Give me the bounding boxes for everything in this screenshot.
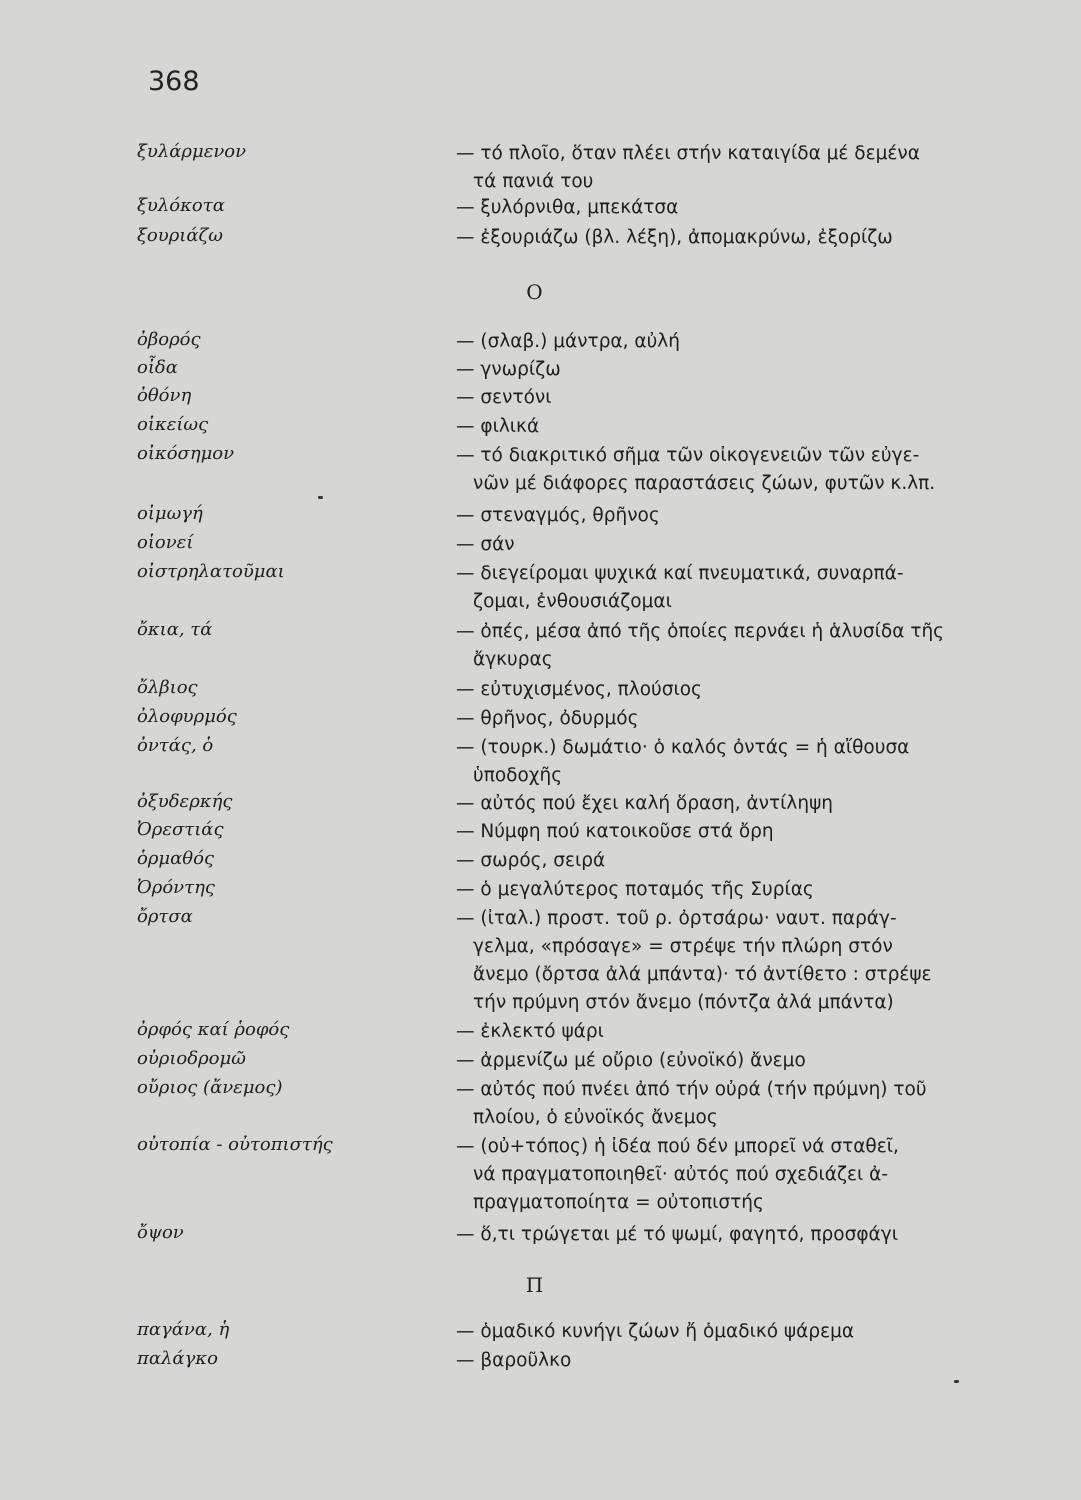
entry-definition — [456, 224, 986, 252]
entry-term: παλάγκο — [137, 1348, 218, 1369]
entry-term: ὀβορός — [137, 329, 201, 350]
entry-term: οἶδα — [137, 357, 178, 378]
definition-line: — σεντόνι — [456, 387, 552, 408]
definition-line: — (ἰταλ.) προστ. τοῦ ρ. ὀρτσάρω· ναυτ. παράγ- — [456, 908, 897, 929]
entry-term: οἱονεί — [137, 532, 194, 553]
definition-line: ἄνεμο (ὄρτσα ἀλά μπάντα)· τό ἀντίθετο : στρέψε — [473, 964, 932, 985]
entry-term: ὀντάς, ὁ — [137, 735, 214, 756]
definition-line: — ξυλόρνιθα, μπεκάτσα — [456, 197, 679, 218]
definition-line: — (σλαβ.) μάντρα, αὐλή — [456, 331, 680, 352]
ink-speck — [954, 1380, 959, 1383]
section-letter: Ο — [526, 280, 543, 304]
entry-term: ὀρφός καί ῥοφός — [137, 1019, 290, 1040]
definition-line: νῶν μέ διάφορες παραστάσεις ζώων, φυτῶν κ.λπ. — [473, 473, 936, 494]
section-letter-heading — [0, 280, 1081, 304]
definition-line: — βαροῦλκο — [456, 1350, 572, 1371]
entry-term: οἰκείως — [137, 414, 209, 435]
entry-term: ὄψον — [137, 1222, 184, 1243]
definition-line: — τό διακριτικό σῆμα τῶν οἰκογενειῶν τῶν εὐγε- — [456, 445, 920, 466]
entry-definition — [456, 442, 986, 498]
definition-line: — αὐτός πού πνέει ἀπό τήν οὐρά (τήν πρύμνη) τοῦ — [456, 1079, 927, 1100]
entry-term: Ὀρεστιάς — [137, 819, 224, 840]
definition-line: — ἀρμενίζω μέ οὔριο (εὐνοϊκό) ἄνεμο — [456, 1050, 806, 1071]
entry-definition — [456, 818, 986, 846]
entry-term: ὀλοφυρμός — [137, 706, 237, 727]
section-letter: Π — [525, 1273, 544, 1297]
entry-term: ὄλβιος — [137, 677, 198, 698]
definition-line: ζομαι, ἐνθουσιάζομαι — [473, 591, 672, 612]
entry-term: ὄκια, τά — [137, 619, 213, 640]
entry-definition — [456, 531, 986, 559]
entry-definition — [456, 140, 986, 196]
definition-line: νά πραγματοποιηθεῖ· αὐτός πού σχεδιάζει ἀ- — [473, 1164, 889, 1185]
entry-definition — [456, 356, 986, 384]
entry-term: οὐριοδρομῶ — [137, 1048, 246, 1069]
entry-definition — [456, 734, 986, 790]
entry-definition — [456, 1318, 986, 1346]
definition-line: — εὐτυχισμένος, πλούσιος — [456, 679, 702, 700]
entry-definition — [456, 676, 986, 704]
entry-definition — [456, 560, 986, 616]
definition-line: πλοίου, ὁ εὐνοϊκός ἄνεμος — [473, 1107, 718, 1128]
definition-line: — αὐτός πού ἔχει καλή ὅραση, ἀντίληψη — [456, 793, 833, 814]
entry-definition — [456, 502, 986, 530]
entry-definition — [456, 328, 986, 356]
entry-definition — [456, 1133, 986, 1217]
entry-term: παγάνα, ἡ — [137, 1319, 230, 1340]
definition-line: — διεγείρομαι ψυχικά καί πνευματικά, συναρπά- — [456, 563, 904, 584]
definition-line: — (οὐ+τόπος) ἡ ἰδέα πού δέν μπορεῖ νά σταθεῖ, — [456, 1136, 899, 1157]
definition-line: — ὅ,τι τρώγεται μέ τό ψωμί, φαγητό, προσφάγι — [456, 1224, 898, 1245]
entry-term: οἰκόσημον — [137, 443, 235, 464]
definition-line: — ἐξουριάζω (βλ. λέξη), ἀπομακρύνω, ἐξορίζω — [456, 227, 893, 248]
entry-term: Ὀρόντης — [137, 877, 215, 898]
definition-line: — σωρός, σειρά — [456, 850, 606, 871]
definition-line: πραγματοποίητα = οὐτοπιστής — [473, 1192, 764, 1213]
definition-line: — ὁμαδικό κυνήγι ζώων ἤ ὁμαδικό ψάρεμα — [456, 1321, 855, 1342]
definition-line: — Νύμφη πού κατοικοῦσε στά ὄρη — [456, 821, 774, 842]
definition-line: — τό πλοῖο, ὅταν πλέει στήν καταιγίδα μέ δεμένα — [456, 143, 920, 164]
definition-line: — φιλικά — [456, 416, 540, 437]
definition-line: — (τουρκ.) δωμάτιο· ὁ καλός ὀντάς = ἡ αἴθουσα — [456, 737, 910, 758]
entry-definition — [456, 905, 986, 1017]
entry-definition — [456, 790, 986, 818]
entry-term: ξουριάζω — [137, 225, 223, 246]
definition-line: — ὁ μεγαλύτερος ποταμός τῆς Συρίας — [456, 879, 814, 900]
entry-definition — [456, 705, 986, 733]
page-number: 368 — [148, 66, 200, 97]
ink-speck — [318, 496, 323, 499]
entry-term: ὁρμαθός — [137, 848, 215, 869]
entry-term: ὄρτσα — [137, 906, 193, 927]
entry-term: οὐτοπία - οὐτοπιστής — [137, 1134, 333, 1155]
entry-term: οὔριος (ἄνεμος) — [137, 1077, 283, 1098]
definition-line: — γνωρίζω — [456, 359, 561, 380]
definition-line: ὑποδοχῆς — [473, 765, 563, 786]
entry-definition — [456, 194, 986, 222]
entry-definition — [456, 413, 986, 441]
definition-line: ἄγκυρας — [473, 649, 553, 670]
definition-line: γελμα, «πρόσαγε» = στρέψε τήν πλώρη στόν — [473, 936, 893, 957]
definition-line: τήν πρύμνη στόν ἄνεμο (πόντζα ἀλά μπάντα) — [473, 992, 894, 1013]
entry-term: ξυλόκοτα — [137, 195, 225, 216]
entry-definition — [456, 1347, 986, 1375]
definition-line: — θρῆνος, ὀδυρμός — [456, 708, 639, 729]
entry-definition — [456, 1076, 986, 1132]
entry-definition — [456, 618, 986, 674]
entry-definition — [456, 1221, 986, 1249]
entry-definition — [456, 1018, 986, 1046]
definition-line: — σάν — [456, 534, 515, 555]
entry-term: ξυλάρμενον — [137, 141, 247, 162]
entry-definition — [456, 847, 986, 875]
entry-definition — [456, 384, 986, 412]
entry-definition — [456, 1047, 986, 1075]
section-letter-heading — [0, 1273, 1081, 1297]
definition-line: — ὀπές, μέσα ἀπό τῆς ὁποίες περνάει ἡ ἁλυσίδα τῆς — [456, 621, 945, 642]
definition-line: — στεναγμός, θρῆνος — [456, 505, 660, 526]
definition-line: — ἐκλεκτό ψάρι — [456, 1021, 604, 1042]
entry-term: οἰμωγή — [137, 503, 203, 524]
definition-line: τά πανιά του — [473, 171, 594, 192]
entry-term: ὀξυδερκής — [137, 791, 233, 812]
entry-definition — [456, 876, 986, 904]
entry-term: οἰστρηλατοῦμαι — [137, 561, 285, 582]
entry-term: ὀθόνη — [137, 385, 192, 406]
